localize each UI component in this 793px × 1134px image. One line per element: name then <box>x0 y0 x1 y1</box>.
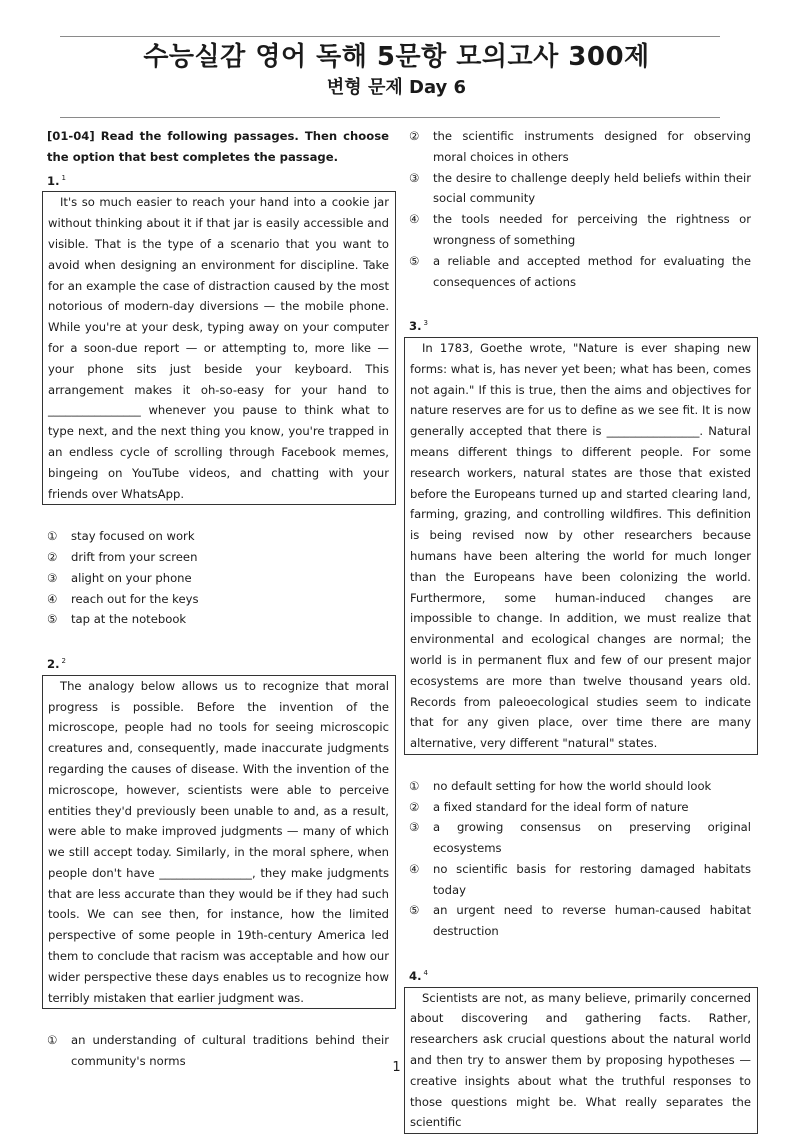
option-text: the scientific instruments designed for observing moral choices in others <box>433 129 751 164</box>
option[interactable] <box>409 859 751 901</box>
option-number: ④ <box>409 861 420 876</box>
option-text: drift from your screen <box>71 549 198 564</box>
option-text: tap at the notebook <box>71 612 187 627</box>
option-number: ③ <box>47 570 58 585</box>
option-number: ① <box>47 529 58 544</box>
question-4-number: 4. $^4$ <box>409 968 428 983</box>
option-text: a reliable and accepted method for evaluating the consequences of actions <box>433 253 751 289</box>
question-2-options-part2 <box>409 126 751 292</box>
page-number: 1 <box>392 1060 401 1075</box>
option-text: the tools needed for perceiving the rightness or wrongness of something <box>433 212 751 247</box>
footnote-marker: 2 <box>61 656 66 665</box>
option[interactable] <box>47 547 389 568</box>
question-1-number: 1. $^1$ <box>47 173 66 188</box>
question-3-options <box>409 776 751 942</box>
header-rule-top <box>60 36 720 37</box>
option[interactable] <box>409 817 751 859</box>
option-number: ② <box>409 129 420 143</box>
option[interactable] <box>409 209 751 251</box>
option[interactable] <box>409 776 751 797</box>
option-text: the desire to challenge deeply held beliefs within their social community <box>433 170 751 206</box>
question-2-number: 2. $^2$ <box>47 656 66 671</box>
option-number: ⑤ <box>409 253 420 268</box>
question-3-passage: In 1783, Goethe wrote, "Nature is ever shaping new forms: what is, has never yet been; what has been, comes not again." If this is true, then the aims and objectives for nature reserves are for us to define as we see fit. It is now generally accepted that there is ________________. Natural means different things to different people. For some research workers, natural states are those that existed before the Europeans turned up and started clearing land, farming, grazing, and controlling wildfires. This definition is being revised now by other researchers because humans have been altering the world for much longer than the Europeans have been colonizing the world. Furthermore, some human-induced changes are impossible to change. In addition, we must realize that environmental and ecological changes are normal; the world is in permanent flux and few of our present major ecosystems are more than twelve thousand years old. Records from paleoecological studies seem to indicate that for any given place, over time there are many alternative, very different "natural" states. <box>404 337 758 755</box>
right-column <box>409 126 751 1134</box>
option-text: an understanding of cultural traditions behind their community's norms <box>71 1033 389 1069</box>
option-number: ③ <box>409 170 420 185</box>
option[interactable] <box>47 568 389 589</box>
option[interactable] <box>409 168 751 210</box>
question-3-number: 3. $^3$ <box>409 319 428 334</box>
option-text: alight on your phone <box>71 570 192 585</box>
option-number: ④ <box>47 591 58 606</box>
option[interactable] <box>409 797 751 818</box>
page-subtitle: 변형 문제 Day 6 <box>326 77 467 98</box>
option-number: ① <box>409 778 420 793</box>
option-number: ② <box>47 549 58 564</box>
option[interactable] <box>409 251 751 293</box>
question-4-passage: Scientists are not, as many believe, primarily concerned about discovering and gathering facts. Rather, researchers ask crucial questions about the natural world and then try to answer them by proposing hypotheses — creative insights about what the truthful responses to those questions might be. What really separates the scientific <box>404 987 758 1134</box>
option[interactable] <box>47 526 389 547</box>
option-number: ② <box>409 799 420 814</box>
option[interactable] <box>409 126 751 168</box>
option-text: reach out for the keys <box>71 591 199 606</box>
page-title: 수능실감 영어 독해 5문항 모의고사 300제 <box>143 42 650 72</box>
option-text: a growing consensus on preserving original ecosystems <box>433 820 751 856</box>
footnote-marker: 4 <box>423 968 428 977</box>
option-text: no default setting for how the world should look <box>433 778 712 793</box>
left-column <box>47 126 389 1072</box>
question-1-passage: It's so much easier to reach your hand into a cookie jar without thinking about it if that jar is easily accessible and visible. That is the type of a scenario that you want to avoid when designing an environment for discipline. Take for an example the case of distraction caused by the most notorious of modern-day diversions — the mobile phone. While you're at your desk, typing away on your computer for a soon-due report — or attempting to, more like — your phone sits just beside your keyboard. This arrangement makes it oh-so-easy for your hand to ________________ whenever you pause to think what to type next, and the next thing you know, you're trapped in an endless cycle of scrolling through Facebook memes, bingeing on YouTube videos, and chatting with your friends over WhatsApp. <box>42 191 396 505</box>
question-1-options <box>47 526 389 630</box>
option[interactable] <box>47 589 389 610</box>
footnote-marker: 1 <box>61 173 66 182</box>
option-text: an urgent need to reverse human-caused habitat destruction <box>433 903 751 939</box>
option-text: no scientific basis for restoring damaged habitats today <box>433 861 751 897</box>
footnote-marker: 3 <box>423 319 428 328</box>
option-number: ⑤ <box>47 612 58 627</box>
option-text: stay focused on work <box>71 529 195 544</box>
option[interactable] <box>47 609 389 630</box>
option-number: ④ <box>409 212 420 227</box>
option[interactable] <box>409 900 751 942</box>
option-number: ① <box>47 1033 58 1048</box>
question-2-passage: The analogy below allows us to recognize that moral progress is possible. Before the invention of the microscope, people had no tools for seeing microscopic creatures and, consequently, made inaccurate judgments regarding the causes of disease. With the invention of the microscope, however, scientists were able to perceive entities they'd previously been unable to and, as a result, were able to make improved judgments — many of which we still accept today. Similarly, in the moral sphere, when people don't have ________________, they make judgments that are less accurate than they would be if they had such tools. We can see then, for instance, how the limited perspective of some people in 19th-century America led them to conclude that racism was acceptable and how our wider perspective these days enables us to recognize how terribly mistaken that earlier judgment was. <box>42 675 396 1010</box>
header-rule-bottom <box>60 117 720 118</box>
option-number: ⑤ <box>409 903 420 918</box>
option-text: a fixed standard for the ideal form of nature <box>433 799 689 814</box>
instructions: [01-04] Read the following passages. Then choose the option that best completes the passage. <box>47 129 389 164</box>
option-number: ③ <box>409 820 420 835</box>
